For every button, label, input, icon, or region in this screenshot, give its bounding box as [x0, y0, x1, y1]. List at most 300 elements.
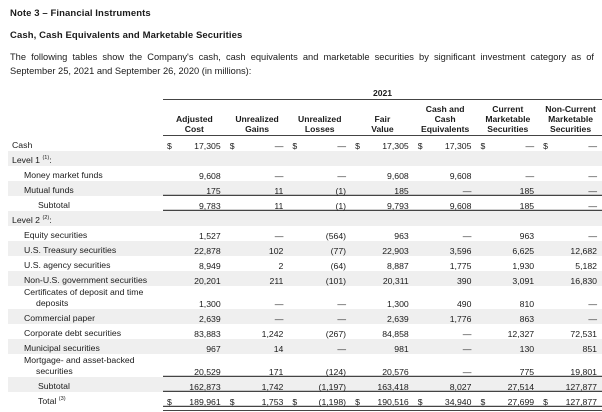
column-header-5 — [414, 99, 477, 136]
cell-r5-c4 — [351, 196, 414, 211]
column-header-line: Non-Current — [545, 103, 596, 114]
cell-r5-c1 — [163, 196, 226, 211]
cell-r11-c2 — [226, 286, 289, 309]
cell-value: — — [588, 186, 597, 197]
row-label — [8, 271, 163, 286]
row-label-text: Equity securities — [24, 230, 88, 241]
cell-r17-c6 — [476, 392, 539, 407]
cell-value: 9,783 — [198, 201, 221, 212]
cell-r14-c6 — [476, 339, 539, 354]
row-label — [8, 166, 163, 181]
cell-value: 3,596 — [449, 246, 472, 257]
cell-value: 8,949 — [198, 261, 221, 272]
cell-r17-c1 — [163, 392, 226, 407]
column-header-line: Securities — [550, 123, 592, 134]
cell-r1-c5 — [414, 136, 477, 152]
cell-r10-c5 — [414, 271, 477, 286]
cell-r4-c5 — [414, 181, 477, 196]
cell-r17-c4 — [351, 392, 414, 407]
cell-value: 83,883 — [194, 329, 221, 340]
cell-value: 211 — [269, 276, 284, 287]
cell-value: 9,608 — [449, 171, 472, 182]
row-label-text: U.S. agency securities — [24, 260, 111, 271]
cell-value: 775 — [519, 367, 535, 378]
footnote-marker: (3) — [58, 396, 66, 403]
row-label-continued: securities — [36, 366, 73, 377]
cell-value: 102 — [268, 246, 284, 257]
cell-r8-c6 — [476, 241, 539, 256]
cell-r4-c7 — [539, 181, 602, 196]
cell-value: 17,305 — [444, 141, 472, 152]
cell-r9-c2 — [226, 256, 289, 271]
cell-r9-c1 — [163, 256, 226, 271]
cell-value: 963 — [519, 231, 535, 242]
cell-value: 20,529 — [194, 367, 221, 378]
column-header-line: Gains — [245, 123, 269, 134]
cell-r6-c7 — [539, 211, 602, 226]
cell-r6-c6 — [476, 211, 539, 226]
cell-r5-c2 — [226, 196, 289, 211]
cell-value: (1) — [335, 186, 347, 197]
cell-value: — — [588, 314, 597, 325]
section-heading: Cash, Cash Equivalents and Marketable Securities — [10, 30, 243, 41]
cell-r16-c7 — [539, 377, 602, 392]
table-row — [8, 309, 602, 324]
currency-symbol: $ — [292, 397, 298, 408]
cell-value: (1,197) — [318, 382, 347, 393]
currency-symbol: $ — [417, 141, 423, 152]
footnote-marker: (1) — [42, 155, 50, 162]
year-header-row — [8, 87, 602, 99]
cell-value: 190,516 — [377, 397, 409, 408]
column-header-2 — [226, 99, 289, 136]
row-label — [8, 181, 163, 196]
cell-value: 27,514 — [507, 382, 535, 393]
cell-value: — — [274, 171, 284, 182]
cell-r17-c3 — [288, 392, 351, 407]
cell-value: 1,930 — [512, 261, 535, 272]
cell-r15-c1 — [163, 354, 226, 377]
currency-symbol: $ — [167, 397, 172, 408]
cell-r7-c4 — [351, 226, 414, 241]
currency-symbol: $ — [417, 397, 423, 408]
cell-value: 1,776 — [449, 314, 472, 325]
cell-value: 6,625 — [512, 246, 535, 257]
row-label — [8, 324, 163, 339]
cell-value: 490 — [456, 299, 472, 310]
cell-value: 20,201 — [194, 276, 221, 287]
cell-r10-c2 — [226, 271, 289, 286]
cell-r6-c3 — [288, 211, 351, 226]
cell-r1-c4 — [351, 136, 414, 152]
cell-value: — — [337, 314, 347, 325]
cell-r14-c2 — [226, 339, 289, 354]
cell-r13-c5 — [414, 324, 477, 339]
intro-paragraph: The following tables show the Company's cash, cash equivalents and marketable securities by significant investment category as of September 25, 2021 and September 26, 2020 (in millions): — [10, 52, 594, 76]
cell-value: 14 — [273, 344, 284, 355]
cell-r9-c7 — [539, 256, 602, 271]
table-section-row — [8, 151, 602, 166]
currency-symbol: $ — [480, 141, 486, 152]
cell-r12-c6 — [476, 309, 539, 324]
cell-value: — — [337, 171, 347, 182]
cell-r13-c7 — [539, 324, 602, 339]
cell-value: — — [525, 171, 535, 182]
cell-value: 1,300 — [387, 299, 409, 310]
cell-value: (1,198) — [318, 397, 347, 408]
footnote-marker: (2) — [42, 215, 50, 222]
cell-r17-c5 — [414, 392, 477, 407]
cell-r12-c2 — [226, 309, 289, 324]
cell-value: — — [588, 141, 597, 152]
row-label-text: Level 2 — [12, 215, 43, 226]
cell-r10-c6 — [476, 271, 539, 286]
cell-r5-c3 — [288, 196, 351, 211]
cell-value: — — [588, 231, 597, 242]
cell-value: 9,608 — [387, 171, 409, 182]
row-label-text: Subtotal — [38, 381, 70, 392]
cell-r9-c5 — [414, 256, 477, 271]
cell-r12-c3 — [288, 309, 351, 324]
table-row — [8, 271, 602, 286]
cell-value: 2,639 — [198, 314, 221, 325]
row-label-text: Money market funds — [24, 170, 103, 181]
cell-value: (77) — [330, 246, 347, 257]
row-label-text: Commercial paper — [24, 313, 95, 324]
column-header-line: Securities — [487, 123, 529, 134]
cell-r7-c7 — [539, 226, 602, 241]
cell-r15-c2 — [226, 354, 289, 377]
cell-value: 981 — [394, 344, 409, 355]
row-label-text: Cash — [12, 140, 33, 151]
cell-value: — — [274, 299, 284, 310]
cell-r17-c7 — [539, 392, 602, 407]
cell-r6-c2 — [226, 211, 289, 226]
cell-value: (564) — [325, 231, 347, 242]
column-header-line: Unrealized — [235, 113, 279, 124]
column-header-4 — [351, 99, 414, 136]
column-header-line: Losses — [304, 123, 335, 134]
row-label — [8, 196, 163, 211]
cell-value: 162,873 — [189, 382, 221, 393]
cell-value: 19,801 — [570, 367, 597, 378]
cell-value: 9,608 — [449, 201, 472, 212]
currency-symbol: $ — [229, 141, 235, 152]
cell-value: — — [462, 329, 472, 340]
cash-equivalents-table — [8, 87, 602, 407]
column-header-line: Current — [492, 103, 524, 114]
cell-value: 22,903 — [382, 246, 409, 257]
cell-r2-c6 — [476, 151, 539, 166]
cell-r10-c4 — [351, 271, 414, 286]
cell-r8-c7 — [539, 241, 602, 256]
cell-r14-c7 — [539, 339, 602, 354]
cell-r16-c6 — [476, 377, 539, 392]
cell-value: — — [525, 141, 535, 152]
currency-symbol: $ — [292, 141, 298, 152]
row-label-text: Certificates of deposit and time — [24, 287, 144, 298]
cell-r7-c1 — [163, 226, 226, 241]
column-header-line: Marketable — [548, 113, 594, 124]
cell-r1-c7 — [539, 136, 602, 152]
row-label — [8, 377, 163, 392]
table-row — [8, 377, 602, 392]
cell-value: 967 — [206, 344, 221, 355]
currency-symbol: $ — [355, 397, 360, 408]
cell-value: 17,305 — [382, 141, 409, 152]
cell-r10-c1 — [163, 271, 226, 286]
row-label-text: Municipal securities — [24, 343, 100, 354]
row-label — [8, 241, 163, 256]
cell-value: 20,576 — [382, 367, 409, 378]
cell-r8-c3 — [288, 241, 351, 256]
cell-r15-c4 — [351, 354, 414, 377]
table-row — [8, 196, 602, 211]
cell-r4-c6 — [476, 181, 539, 196]
cell-r12-c7 — [539, 309, 602, 324]
row-label-text: Subtotal — [38, 200, 70, 211]
column-header-1 — [163, 99, 226, 136]
cell-value: 963 — [394, 231, 409, 242]
cell-value: 1,527 — [198, 231, 221, 242]
column-header-line: Cost — [184, 123, 204, 134]
cell-r17-c2 — [226, 392, 289, 407]
cell-value: 12,327 — [507, 329, 535, 340]
row-label — [8, 392, 163, 407]
table-row — [8, 241, 602, 256]
cell-r1-c6 — [476, 136, 539, 152]
cell-r11-c3 — [288, 286, 351, 309]
cell-value: 3,091 — [512, 276, 535, 287]
currency-symbol: $ — [480, 397, 486, 408]
table-row — [8, 339, 602, 354]
table-row — [8, 181, 602, 196]
cell-value: 12,682 — [570, 246, 597, 257]
cell-value: 189,961 — [189, 397, 221, 408]
cell-value: 5,182 — [575, 261, 597, 272]
cell-r3-c3 — [288, 166, 351, 181]
cell-value: 810 — [519, 299, 535, 310]
column-header-line: Adjusted — [175, 113, 213, 124]
cell-r7-c5 — [414, 226, 477, 241]
cell-r8-c1 — [163, 241, 226, 256]
cell-value: — — [588, 201, 597, 212]
cell-value: 863 — [519, 314, 535, 325]
cell-value: (101) — [325, 276, 347, 287]
cell-value: (64) — [330, 261, 347, 272]
row-label-text: Level 1 — [12, 155, 43, 166]
cell-value: 171 — [268, 367, 284, 378]
cell-r13-c4 — [351, 324, 414, 339]
cell-r4-c3 — [288, 181, 351, 196]
row-label-text: U.S. Treasury securities — [24, 245, 117, 256]
currency-symbol: $ — [167, 141, 172, 152]
cell-r2-c7 — [539, 151, 602, 166]
table-row — [8, 226, 602, 241]
cell-r1-c2 — [226, 136, 289, 152]
table-row — [8, 256, 602, 271]
cell-value: 16,830 — [570, 276, 597, 287]
cell-r10-c3 — [288, 271, 351, 286]
cell-value: 185 — [519, 201, 535, 212]
cell-r3-c2 — [226, 166, 289, 181]
cell-r5-c5 — [414, 196, 477, 211]
cell-r13-c3 — [288, 324, 351, 339]
cell-r1-c3 — [288, 136, 351, 152]
cell-r1-c1 — [163, 136, 226, 152]
row-label-text: Non-U.S. government securities — [24, 275, 148, 286]
row-label-text: Corporate debt securities — [24, 328, 122, 339]
column-header-blank — [8, 99, 163, 136]
cell-r10-c7 — [539, 271, 602, 286]
row-label-continued: deposits — [36, 298, 69, 309]
cell-value: — — [337, 141, 347, 152]
currency-symbol: $ — [355, 141, 360, 152]
cell-value: 11 — [274, 186, 284, 197]
cell-r15-c5 — [414, 354, 477, 377]
cell-value: 1,753 — [261, 397, 284, 408]
cell-value: 17,305 — [194, 141, 221, 152]
cell-value: 163,418 — [377, 382, 409, 393]
cell-r14-c1 — [163, 339, 226, 354]
column-header-line: Unrealized — [298, 113, 342, 124]
cell-r2-c5 — [414, 151, 477, 166]
cell-value: 2 — [278, 261, 284, 272]
cell-value: — — [462, 367, 472, 378]
cell-r12-c5 — [414, 309, 477, 324]
year-header-spacer — [8, 87, 163, 99]
column-header-row — [8, 99, 602, 136]
cell-value: 2,639 — [387, 314, 409, 325]
column-header-3 — [288, 99, 351, 136]
column-header-7 — [539, 99, 602, 136]
cell-value: 175 — [206, 186, 221, 197]
cell-r5-c7 — [539, 196, 602, 211]
row-label-suffix: : — [49, 155, 52, 166]
cell-value: 20,311 — [382, 276, 409, 287]
currency-symbol: $ — [543, 141, 548, 152]
cell-r11-c4 — [351, 286, 414, 309]
cell-value: (1) — [335, 201, 347, 212]
column-header-line: Value — [371, 123, 394, 134]
cell-value: 34,940 — [444, 397, 472, 408]
cell-r9-c4 — [351, 256, 414, 271]
cell-r14-c4 — [351, 339, 414, 354]
column-header-line: Cash and — [425, 103, 465, 114]
cell-r11-c6 — [476, 286, 539, 309]
cell-r3-c4 — [351, 166, 414, 181]
cell-r13-c6 — [476, 324, 539, 339]
column-header-line: Fair — [374, 113, 391, 124]
cell-r2-c4 — [351, 151, 414, 166]
column-header-line: Marketable — [485, 113, 531, 124]
cell-value: 1,742 — [261, 382, 284, 393]
cell-r15-c3 — [288, 354, 351, 377]
cell-r16-c1 — [163, 377, 226, 392]
table-row — [8, 354, 602, 377]
cell-value: — — [274, 141, 284, 152]
cell-r16-c4 — [351, 377, 414, 392]
table-row — [8, 136, 602, 152]
cell-r16-c5 — [414, 377, 477, 392]
table-row — [8, 286, 602, 309]
table-section-row — [8, 211, 602, 226]
cell-r12-c4 — [351, 309, 414, 324]
cell-value: 9,793 — [387, 201, 409, 212]
cell-value: 390 — [456, 276, 472, 287]
table-row — [8, 324, 602, 339]
cell-value: — — [337, 344, 347, 355]
table-row — [8, 166, 602, 181]
cell-r6-c5 — [414, 211, 477, 226]
cell-r14-c3 — [288, 339, 351, 354]
cell-r4-c1 — [163, 181, 226, 196]
cell-value: 84,858 — [382, 329, 409, 340]
cell-r15-c6 — [476, 354, 539, 377]
cell-r16-c2 — [226, 377, 289, 392]
cell-r2-c1 — [163, 151, 226, 166]
cell-value: 130 — [519, 344, 535, 355]
cell-value: 9,608 — [198, 171, 221, 182]
column-header-line: Equivalents — [420, 123, 470, 134]
year-label: 2021 — [163, 87, 602, 99]
cell-value: — — [588, 299, 597, 310]
cell-r4-c4 — [351, 181, 414, 196]
cell-r4-c2 — [226, 181, 289, 196]
cell-value: — — [274, 314, 284, 325]
cell-r3-c6 — [476, 166, 539, 181]
cell-r8-c4 — [351, 241, 414, 256]
cell-r11-c7 — [539, 286, 602, 309]
cell-r7-c6 — [476, 226, 539, 241]
cell-r6-c4 — [351, 211, 414, 226]
cell-r13-c2 — [226, 324, 289, 339]
currency-symbol: $ — [229, 397, 235, 408]
cell-r11-c5 — [414, 286, 477, 309]
cell-value: 8,027 — [449, 382, 472, 393]
cell-value: — — [274, 231, 284, 242]
cell-r3-c1 — [163, 166, 226, 181]
cell-value: 1,300 — [198, 299, 221, 310]
table-row — [8, 392, 602, 407]
row-label — [8, 286, 163, 309]
cell-value: 127,877 — [565, 382, 597, 393]
row-label — [8, 354, 163, 377]
cell-r13-c1 — [163, 324, 226, 339]
row-label — [8, 226, 163, 241]
cell-r8-c5 — [414, 241, 477, 256]
cell-value: 22,878 — [194, 246, 221, 257]
cell-value: (124) — [325, 367, 347, 378]
row-label — [8, 256, 163, 271]
cell-value: 27,699 — [507, 397, 535, 408]
row-label-text: Mutual funds — [24, 185, 74, 196]
cell-r7-c3 — [288, 226, 351, 241]
cell-r7-c2 — [226, 226, 289, 241]
cell-value: — — [588, 171, 597, 182]
row-label — [8, 339, 163, 354]
cell-value: — — [462, 231, 472, 242]
cell-r3-c7 — [539, 166, 602, 181]
cell-value: 11 — [274, 201, 284, 212]
cell-value: — — [462, 186, 472, 197]
cell-value: 185 — [519, 186, 535, 197]
cell-r2-c2 — [226, 151, 289, 166]
column-header-6 — [476, 99, 539, 136]
cell-r11-c1 — [163, 286, 226, 309]
row-label — [8, 211, 163, 226]
cell-r3-c5 — [414, 166, 477, 181]
